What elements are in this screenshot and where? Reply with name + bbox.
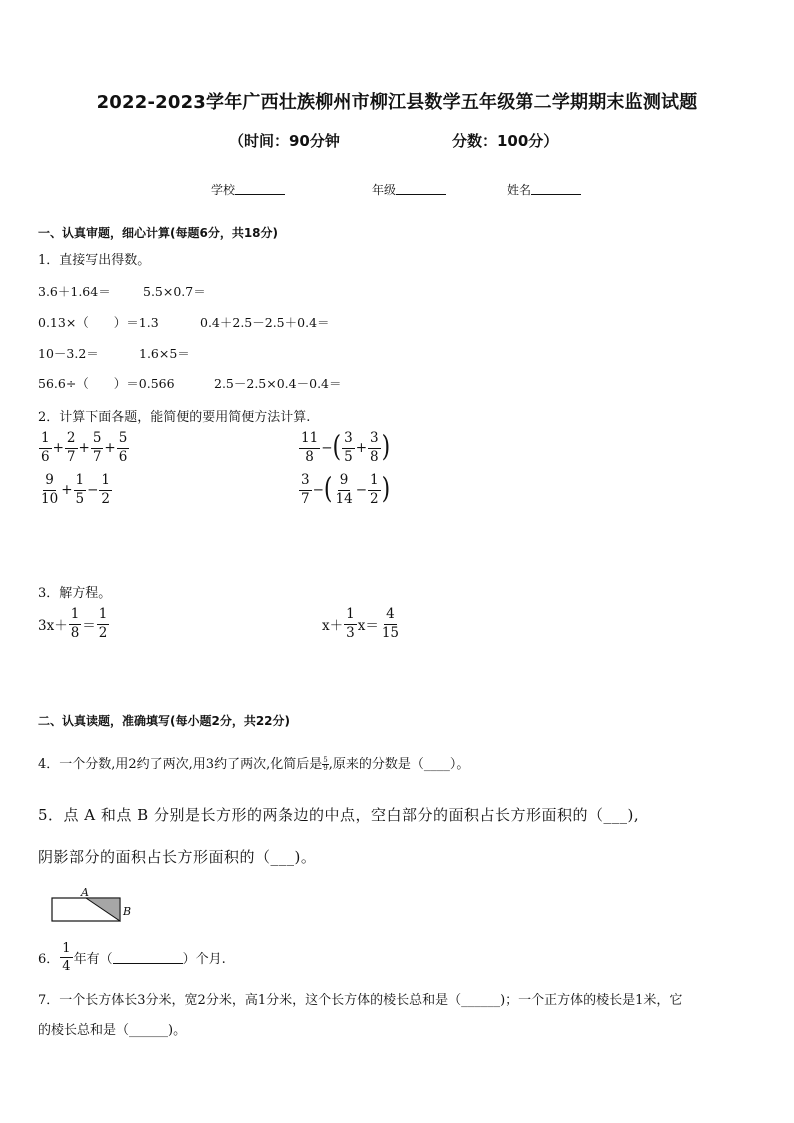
q6-blank[interactable] (113, 951, 183, 964)
name-label: 姓名 (507, 183, 532, 197)
school-blank[interactable] (235, 182, 285, 195)
q2-expression-1: $\frac{1}{6}$ + $\frac{2}{7}$ + $\frac{5}{7}$ + $\frac{5}{6}$ (41, 430, 128, 465)
q1-item: 0.13×（ ）＝1.3 (38, 315, 159, 330)
fraction: $\frac{1}{5}$ (75, 472, 85, 507)
exam-time: （时间：90分钟 (229, 132, 340, 150)
section1-heading: 一、认真审题，细心计算(每题6分，共18分) (38, 226, 279, 240)
name-blank[interactable] (531, 182, 581, 195)
fraction: $\frac{9}{10}$ (41, 472, 59, 507)
exam-score: 分数：100分） (452, 132, 559, 150)
fraction: $\frac{1}{3}$ (346, 606, 355, 641)
q7-line1: 7．一个长方体长3分米，宽2分米，高1分米，这个长方体的棱长总和是（______)；一个正方体的棱长是1米，它 (38, 993, 683, 1008)
fraction: $\frac{1}{6}$ (41, 430, 50, 465)
fraction: $\frac{1}{2}$ (370, 472, 379, 507)
grade-blank[interactable] (396, 182, 446, 195)
q2-expression-2: $\frac{11}{8}$ − ( $\frac{3}{5}$ + $\frac{3}{8}$ ) (301, 430, 391, 465)
rectangle-diagram (45, 884, 140, 926)
name-field (507, 181, 581, 198)
q1-item: 0.4＋2.5－2.5＋0.4＝ (200, 315, 330, 330)
fraction: $\frac{3}{8}$ (370, 430, 379, 465)
fraction: $\frac{3}{7}$ (301, 472, 310, 507)
q1-item: 56.6÷（ ）＝0.566 (38, 376, 175, 391)
fraction: $\frac{5}{9}$ (323, 756, 328, 772)
q1-item: 1.6×5＝ (139, 346, 190, 361)
fraction: $\frac{1}{8}$ (70, 606, 80, 641)
q3-label: 3．解方程。 (38, 586, 112, 601)
fraction: $\frac{9}{14}$ (335, 472, 353, 507)
q2-label: 2．计算下面各题，能简便的要用简便方法计算. (38, 410, 311, 425)
q4-text: 4．一个分数,用2约了两次,用3约了两次,化简后是 $\frac{5}{9}$ ,原来的分数是（____）。 (38, 756, 470, 772)
q2-expression-3: $\frac{9}{10}$ + $\frac{1}{5}$ − $\frac{1}{2}$ (41, 472, 110, 507)
fraction: $\frac{1}{4}$ (62, 941, 71, 974)
fraction: $\frac{2}{7}$ (66, 430, 76, 465)
q1-item: 3.6＋1.64＝ (38, 284, 111, 299)
school-label: 学校 (211, 183, 236, 197)
q1-item: 10－3.2＝ (38, 346, 99, 361)
fraction: $\frac{5}{6}$ (118, 430, 128, 465)
q3-equation-1: 3x＋ $\frac{1}{8}$ ＝ $\frac{1}{2}$ (38, 606, 108, 641)
fraction: $\frac{3}{5}$ (344, 430, 353, 465)
q1-label: 1．直接写出得数。 (38, 253, 151, 268)
q1-item: 5.5×0.7＝ (143, 284, 206, 299)
point-a-label: A (81, 886, 89, 899)
fraction: $\frac{1}{2}$ (101, 472, 110, 507)
fraction: $\frac{5}{7}$ (92, 430, 102, 465)
page-title: 2022-2023学年广西壮族柳州市柳江县数学五年级第二学期期末监测试题 (96, 92, 698, 113)
q7-line2: 的棱长总和是（______)。 (38, 1023, 187, 1038)
q2-expression-4: $\frac{3}{7}$ − ( $\frac{9}{14}$ − $\frac{1}{2}$ ) (301, 472, 391, 507)
point-b-label: B (123, 905, 132, 918)
q5-line2: 阴影部分的面积占长方形面积的（___)。 (38, 848, 317, 866)
fraction: $\frac{1}{2}$ (98, 606, 108, 641)
grade-label: 年级 (372, 183, 397, 197)
q3-equation-2: x＋ $\frac{1}{3}$ x＝ $\frac{4}{15}$ (322, 606, 400, 641)
fraction: $\frac{4}{15}$ (381, 606, 400, 641)
q6-text: 6． $\frac{1}{4}$ 年有（ ）个月. (38, 941, 226, 974)
q5-line1: 5．点 A 和点 B 分别是长方形的两条边的中点，空白部分的面积占长方形面积的（___), (38, 806, 640, 824)
grade-field (372, 181, 446, 198)
fraction: $\frac{11}{8}$ (301, 430, 319, 465)
school-field (211, 181, 285, 198)
q1-item: 2.5－2.5×0.4－0.4＝ (214, 376, 342, 391)
section2-heading: 二、认真读题，准确填写(每小题2分，共22分) (38, 714, 291, 728)
